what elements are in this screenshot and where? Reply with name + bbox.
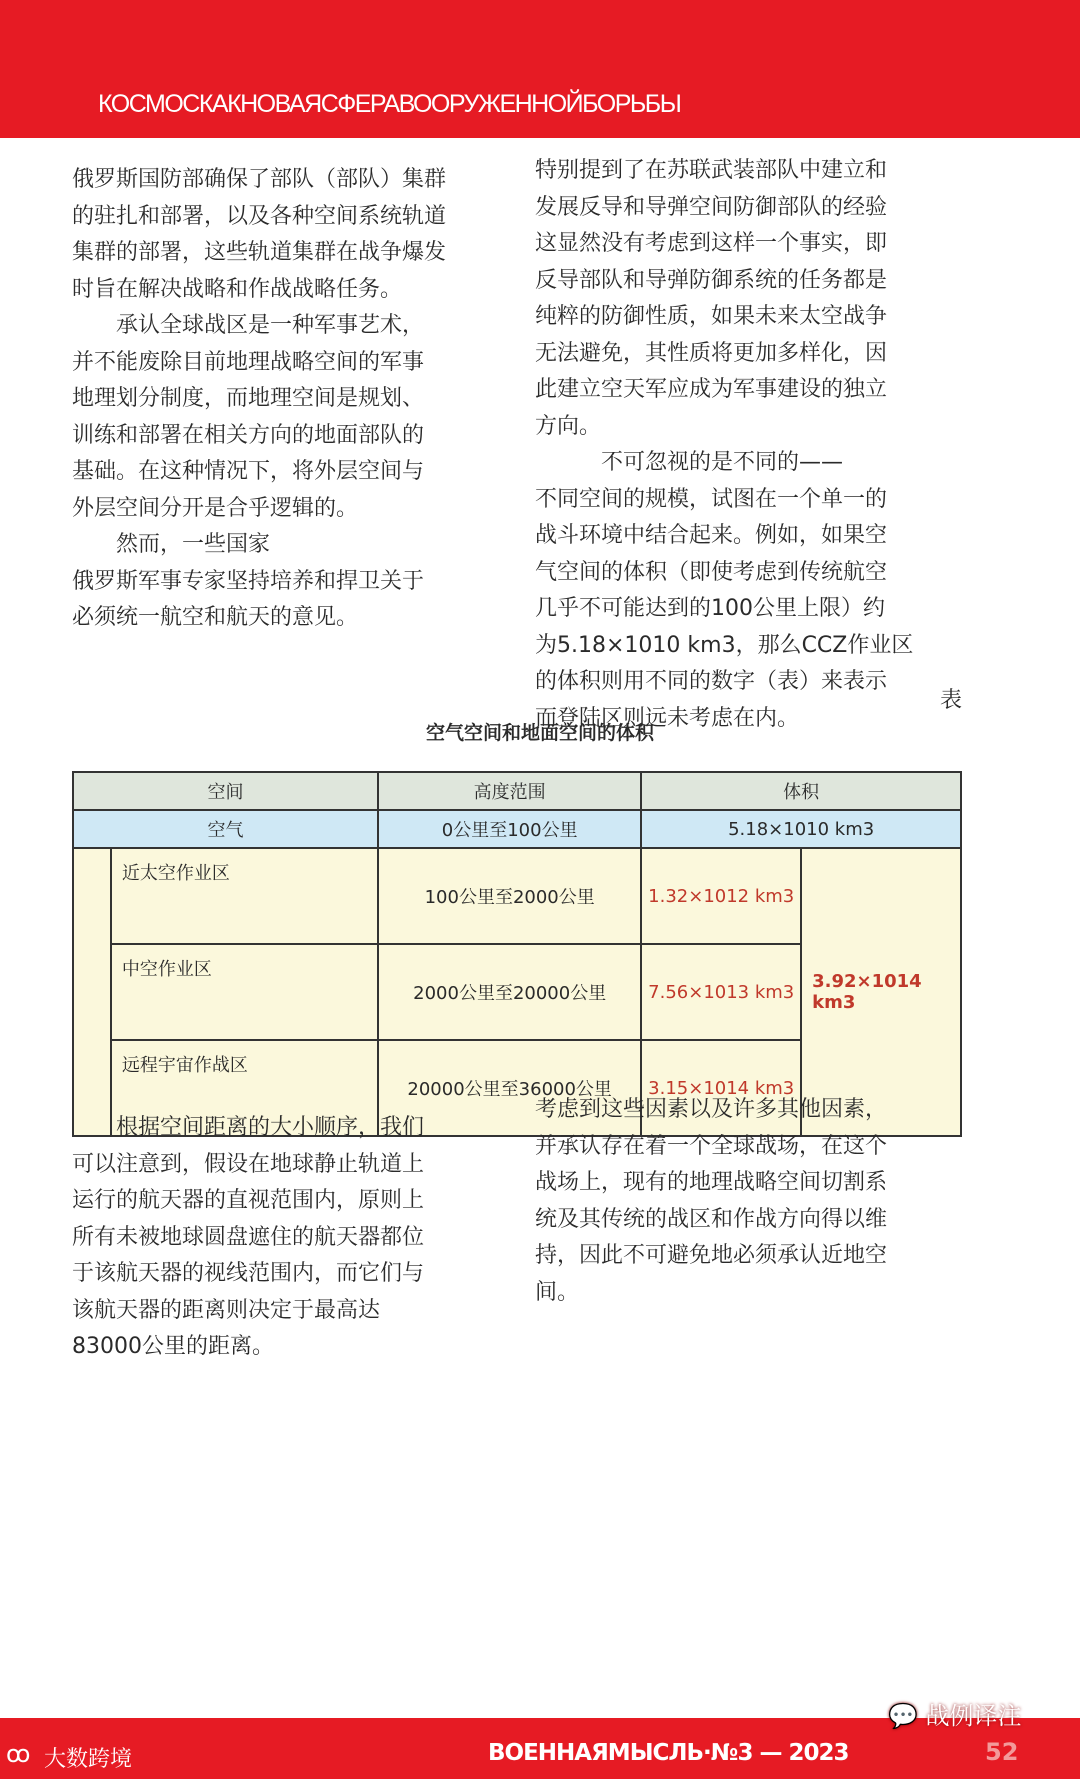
table-row-air	[73, 810, 961, 848]
text-line: 方向。	[535, 413, 602, 439]
total-volume-cell: 3.92×1014 km3	[801, 848, 961, 1136]
table-header-row	[73, 772, 961, 810]
footer-logo-text: 大数跨境	[44, 1747, 133, 1772]
table-label: 表	[939, 688, 962, 713]
journal-name: ВОЕННАЯМЫСЛЬ·№3 — 2023	[488, 1740, 849, 1766]
text-line: 必须统一航空和航天的意见。	[72, 605, 359, 630]
text-line: 为5.18×1010 km3，那么CCZ作业区	[535, 632, 914, 658]
table-row	[73, 848, 961, 944]
text-line: 这显然没有考虑到这样一个事实，即	[535, 231, 888, 256]
text-line: 可以注意到，假设在地球静止轨道上	[72, 1151, 425, 1177]
logo-icon: ꝏ	[6, 1740, 31, 1768]
cell: 中空作业区	[111, 944, 378, 1040]
text-line: 该航天器的距离则决定于最高达	[72, 1297, 381, 1323]
text-line: 的体积则用不同的数字（表）来表示	[535, 669, 888, 694]
volume-table	[72, 771, 962, 1137]
text-line: 气空间的体积（即使考虑到传统航空	[535, 559, 888, 585]
text-line: 俄罗斯国防部确保了部队（部队）集群	[72, 167, 447, 192]
wechat-icon: 💬	[888, 1702, 918, 1730]
header-cell: 空间	[73, 772, 378, 810]
cell: 3.15×1014 km3	[641, 1040, 801, 1136]
table-title: 空气空间和地面空间的体积	[425, 722, 654, 744]
text-line: 考虑到这些因素以及许多其他因素，	[535, 1097, 888, 1122]
text-line: 然而，一些国家	[72, 532, 271, 557]
page-number: 52	[985, 1738, 1019, 1766]
text-line: 承认全球战区是一种军事艺术，	[72, 313, 425, 338]
text-line: 运行的航天器的直视范围内，原则上	[72, 1188, 425, 1213]
wechat-account-name: 战例译注	[925, 1702, 1022, 1730]
text-line: 于该航天器的视线范围内，而它们与	[72, 1261, 425, 1286]
text-line: 集群的部署，这些轨道集群在战争爆发	[72, 240, 447, 265]
text-line: 的驻扎和部署，以及各种空间系统轨道	[72, 203, 447, 229]
text-line: 外层空间分开是合乎逻辑的。	[72, 495, 359, 521]
header-cell: 高度范围	[378, 772, 641, 810]
text-line: 此建立空天军应成为军事建设的独立	[535, 377, 888, 402]
text-line: 地理划分制度，而地理空间是规划、	[72, 386, 425, 411]
text-line: 发展反导和导弹空间防御部队的经验	[535, 194, 888, 220]
cell: 近太空作业区	[111, 848, 378, 944]
header-title: КОСМОСКАКНОВАЯСФЕРАВООРУЖЕННОЙБОРЬБЫ	[98, 90, 681, 118]
cell: 远程宇宙作战区	[111, 1040, 378, 1136]
text-line: 时旨在解决战略和作战战略任务。	[72, 276, 403, 302]
cell: 100公里至2000公里	[378, 848, 641, 944]
text-line: 训练和部署在相关方向的地面部队的	[72, 422, 425, 448]
cell: 2000公里至20000公里	[378, 944, 641, 1040]
text-line: 特别提到了在苏联武装部队中建立和	[535, 158, 888, 183]
header-cell: 体积	[641, 772, 961, 810]
text-line: 反导部队和导弹防御系统的任务都是	[535, 267, 888, 293]
header-band	[0, 0, 1080, 138]
cell: 7.56×1013 km3	[641, 944, 801, 1040]
cell: 空气	[73, 810, 378, 848]
cell: 20000公里至36000公里	[378, 1040, 641, 1136]
text-line: 不可忽视的是不同的——	[535, 450, 844, 475]
right-column-bottom	[535, 1092, 887, 1311]
cell: 5.18×1010 km3	[641, 810, 961, 848]
text-line: 83000公里的距离。	[72, 1334, 274, 1359]
text-line: 几乎不可能达到的100公里上限）约	[535, 596, 885, 621]
cell: 0公里至100公里	[378, 810, 641, 848]
text-line: 根据空间距离的大小顺序，我们	[72, 1115, 425, 1140]
text-line: 并不能废除目前地理战略空间的军事	[72, 349, 425, 375]
text-line: 而登陆区则远未考虑在内。	[535, 705, 800, 731]
text-line: 俄罗斯军事专家坚持培养和捍卫关于	[72, 568, 425, 594]
text-line: 战斗环境中结合起来。例如，如果空	[535, 523, 888, 548]
text-line: 统及其传统的战区和作战方向得以维	[535, 1206, 888, 1232]
wechat-watermark	[888, 1696, 1022, 1731]
text-line: 无法避免，其性质将更加多样化，因	[535, 340, 888, 366]
text-line: 战场上，现有的地理战略空间切割系	[535, 1170, 888, 1195]
text-line: 不同空间的规模，试图在一个单一的	[535, 486, 888, 512]
text-line: 所有未被地球圆盘遮住的航天器都位	[72, 1224, 425, 1250]
left-column-bottom	[72, 1110, 424, 1366]
right-column-top	[535, 153, 913, 737]
text-line: 纯粹的防御性质，如果未来太空战争	[535, 304, 888, 329]
text-line: 持，因此不可避免地必须承认近地空	[535, 1243, 888, 1268]
text-line: 基础。在这种情况下，将外层空间与	[72, 459, 425, 484]
text-line: 间。	[535, 1279, 580, 1305]
cell: 1.32×1012 km3	[641, 848, 801, 944]
text-line: 并承认存在着一个全球战场，在这个	[535, 1133, 888, 1159]
left-column-top	[72, 162, 446, 637]
